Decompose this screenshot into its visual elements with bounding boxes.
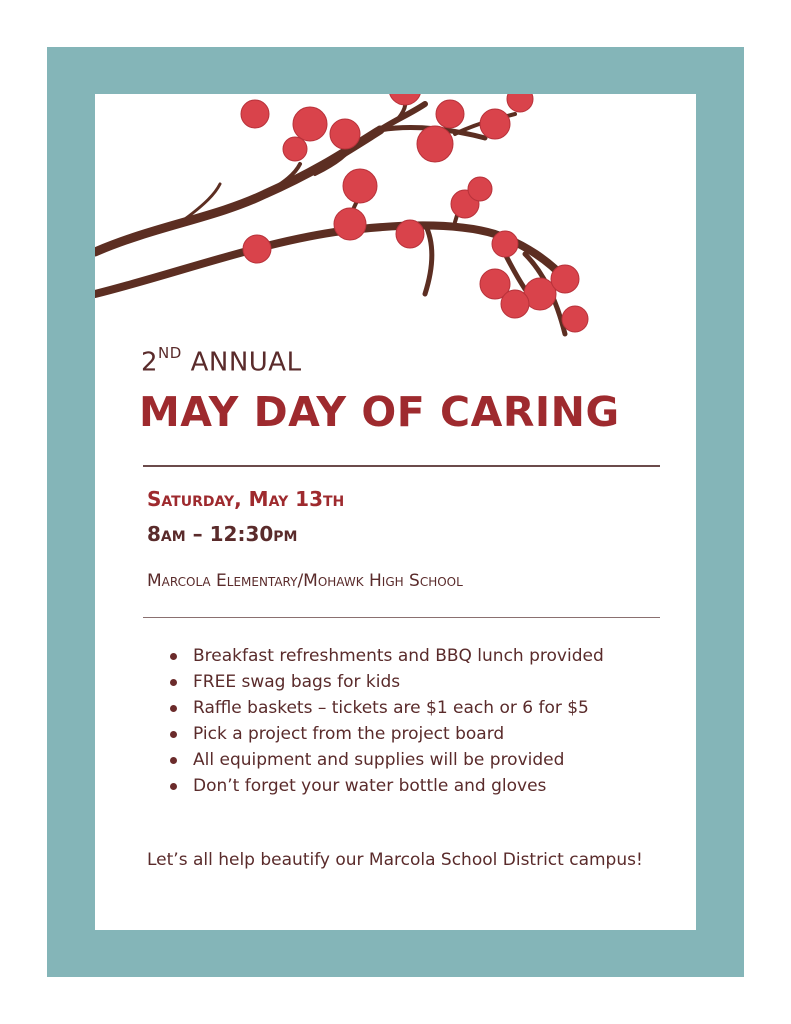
bullet-icon (170, 653, 177, 660)
bullet-icon (170, 679, 177, 686)
bullet-icon (170, 757, 177, 764)
edition-line (141, 344, 302, 378)
event-location: Marcola Elementary/Mohawk High School (147, 571, 463, 591)
list-item (168, 695, 604, 721)
ordinal-suffix: ND (158, 344, 182, 362)
details-list (168, 643, 604, 799)
closing-message: Let’s all help beautify our Marcola School District campus! (147, 850, 643, 870)
list-item-text: Breakfast refreshments and BBQ lunch provided (193, 646, 604, 666)
list-item (168, 669, 604, 695)
list-item (168, 721, 604, 747)
flyer-sheet (95, 94, 696, 930)
bullet-icon (170, 783, 177, 790)
list-item-text: Raffle baskets – tickets are $1 each or 6 for $5 (193, 698, 589, 718)
list-item-text: All equipment and supplies will be provided (193, 750, 565, 770)
annual-label: ANNUAL (190, 347, 302, 378)
details-divider (143, 617, 660, 618)
list-item (168, 773, 604, 799)
title-divider (143, 465, 660, 467)
list-item-text: Pick a project from the project board (193, 724, 505, 744)
teal-frame (47, 47, 744, 977)
bullet-icon (170, 705, 177, 712)
list-item-text: FREE swag bags for kids (193, 672, 401, 692)
list-item (168, 643, 604, 669)
event-date: Saturday, May 13th (147, 487, 345, 511)
bullet-icon (170, 731, 177, 738)
list-item (168, 747, 604, 773)
ordinal-number: 2 (141, 347, 159, 378)
list-item-text: Don’t forget your water bottle and gloves (193, 776, 547, 796)
event-time: 8am – 12:30pm (147, 522, 298, 546)
event-title: MAY DAY OF CARING (139, 388, 620, 436)
